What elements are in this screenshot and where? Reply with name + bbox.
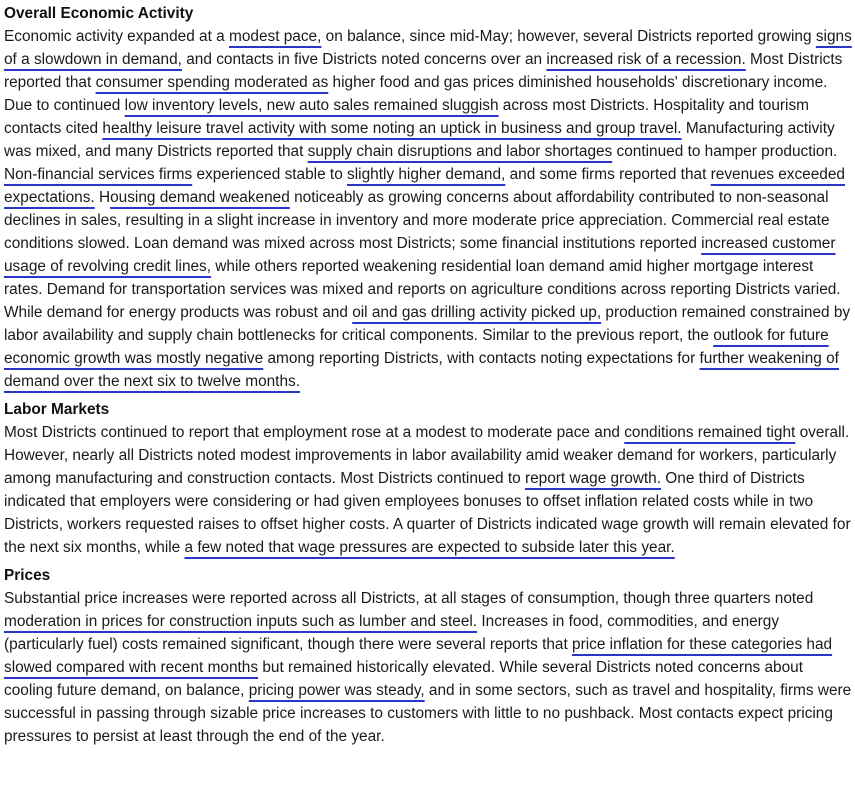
- text-segment: Most Districts continued to report that employment rose at a modest to moderate pace and: [4, 424, 625, 441]
- highlighted-phrase: report wage growth.: [524, 470, 662, 487]
- section-heading: Labor Markets: [4, 401, 110, 418]
- highlighted-phrase: ousing demand weakened: [110, 189, 290, 206]
- highlighted-phrase: pricing power was steady,: [248, 682, 425, 699]
- section-paragraph: [4, 25, 853, 393]
- text-segment: Economic activity expanded at a: [4, 28, 229, 45]
- highlighted-phrase: price inflation for these categories had slowed compared with recent months: [4, 636, 833, 676]
- highlighted-phrase: consumer spending moderated as: [95, 74, 329, 91]
- highlighted-phrase: healthy leisure travel activity with some noting an uptick in business and group travel.: [102, 120, 682, 137]
- text-segment: Manufacturing activity was mixed, and many Districts reported that: [4, 120, 835, 160]
- section-labor-markets: [4, 398, 853, 559]
- highlighted-phrase: outlook for future economic growth was mostly negative: [4, 327, 829, 367]
- text-segment: production remained constrained by labor availability and supply chain bottlenecks for critical components. Similar to the previous report, the: [4, 304, 851, 344]
- highlighted-phrase: a few noted that wage pressures are expected to subside later this year.: [184, 539, 675, 556]
- highlighted-phrase: increased customer usage of revolving credit lines,: [4, 235, 836, 275]
- text-segment: continued to hamper production.: [612, 143, 838, 160]
- text-segment: higher food and gas prices diminished households' discretionary income. Due to continued: [4, 74, 828, 114]
- text-segment: on balance, since mid-May; however, several Districts reported growing: [321, 28, 816, 45]
- highlighted-phrase: revenues exceeded expectations.: [4, 166, 845, 206]
- text-segment: among reporting Districts, with contacts noting expectations for: [263, 350, 700, 367]
- section-heading: Prices: [4, 567, 51, 584]
- text-segment: overall. However, nearly all Districts noted modest improvements in labor availability amid weaker demand for workers, particularly among manufacturing and construction contacts. Most Districts continued to: [4, 424, 850, 487]
- highlighted-phrase: conditions remained tight: [624, 424, 796, 441]
- text-segment: experienced stable to: [192, 166, 348, 183]
- highlighted-phrase: modest pace,: [229, 28, 322, 45]
- text-segment: noticeably as growing concerns about affordability contributed to non-seasonal declines in sales, resulting in a slight increase in inventory and more moderate price appreciation. Commercial real estate conditions slowed. Loan demand was mixed across most Districts; some financial institutions reported: [4, 189, 830, 252]
- highlighted-phrase: increased risk of a recession.: [546, 51, 746, 68]
- text-segment: H: [94, 189, 111, 206]
- highlighted-phrase: low inventory levels, new auto sales remained sluggish: [124, 97, 499, 114]
- text-segment: One third of Districts indicated that employers were considering or had given employees bonuses to offset inflation related costs while in two Districts, workers requested raises to offset higher costs. A quarter of Districts indicated wage growth will remain elevated for the next six months, while: [4, 470, 851, 556]
- text-segment: Most Districts reported that: [4, 51, 843, 91]
- text-segment: and in some sectors, such as travel and hospitality, firms were successful in passing through sizable price increases to customers with little to no pushback. Most contacts expect pricing pressures to persist at least through the end of the year.: [4, 682, 852, 745]
- section-prices: [4, 564, 853, 748]
- highlighted-phrase: Non-financial services firms: [4, 166, 193, 183]
- highlighted-phrase: supply chain disruptions and labor shortages: [307, 143, 613, 160]
- text-segment: Increases in food, commodities, and energy (particularly fuel) costs remained significant, though there were several reports that: [4, 613, 780, 653]
- section-overall-economic-activity: [4, 2, 853, 393]
- highlighted-phrase: further weakening of demand over the next six to twelve months.: [4, 350, 839, 390]
- text-segment: Substantial price increases were reported across all Districts, at all stages of consumption, though three quarters noted: [4, 590, 814, 607]
- text-segment: while others reported weakening residential loan demand amid higher mortgage interest rates. Demand for transportation services was mixed and reports on agriculture conditions across reporting Districts varied. While demand for energy products was robust and: [4, 258, 841, 321]
- highlighted-phrase: moderation in prices for construction inputs such as lumber and steel.: [4, 613, 478, 630]
- section-paragraph: [4, 421, 853, 559]
- section-heading: Overall Economic Activity: [4, 5, 194, 22]
- text-segment: and some firms reported that: [505, 166, 711, 183]
- highlighted-phrase: oil and gas drilling activity picked up,: [352, 304, 602, 321]
- text-segment: and contacts in five Districts noted concerns over an: [181, 51, 547, 68]
- text-segment: across most Districts. Hospitality and tourism contacts cited: [4, 97, 809, 137]
- highlighted-phrase: slightly higher demand,: [347, 166, 506, 183]
- highlighted-phrase: signs of a slowdown in demand,: [4, 28, 852, 68]
- text-segment: but remained historically elevated. While several Districts noted concerns about cooling future demand, on balance,: [4, 659, 803, 699]
- section-paragraph: [4, 587, 853, 748]
